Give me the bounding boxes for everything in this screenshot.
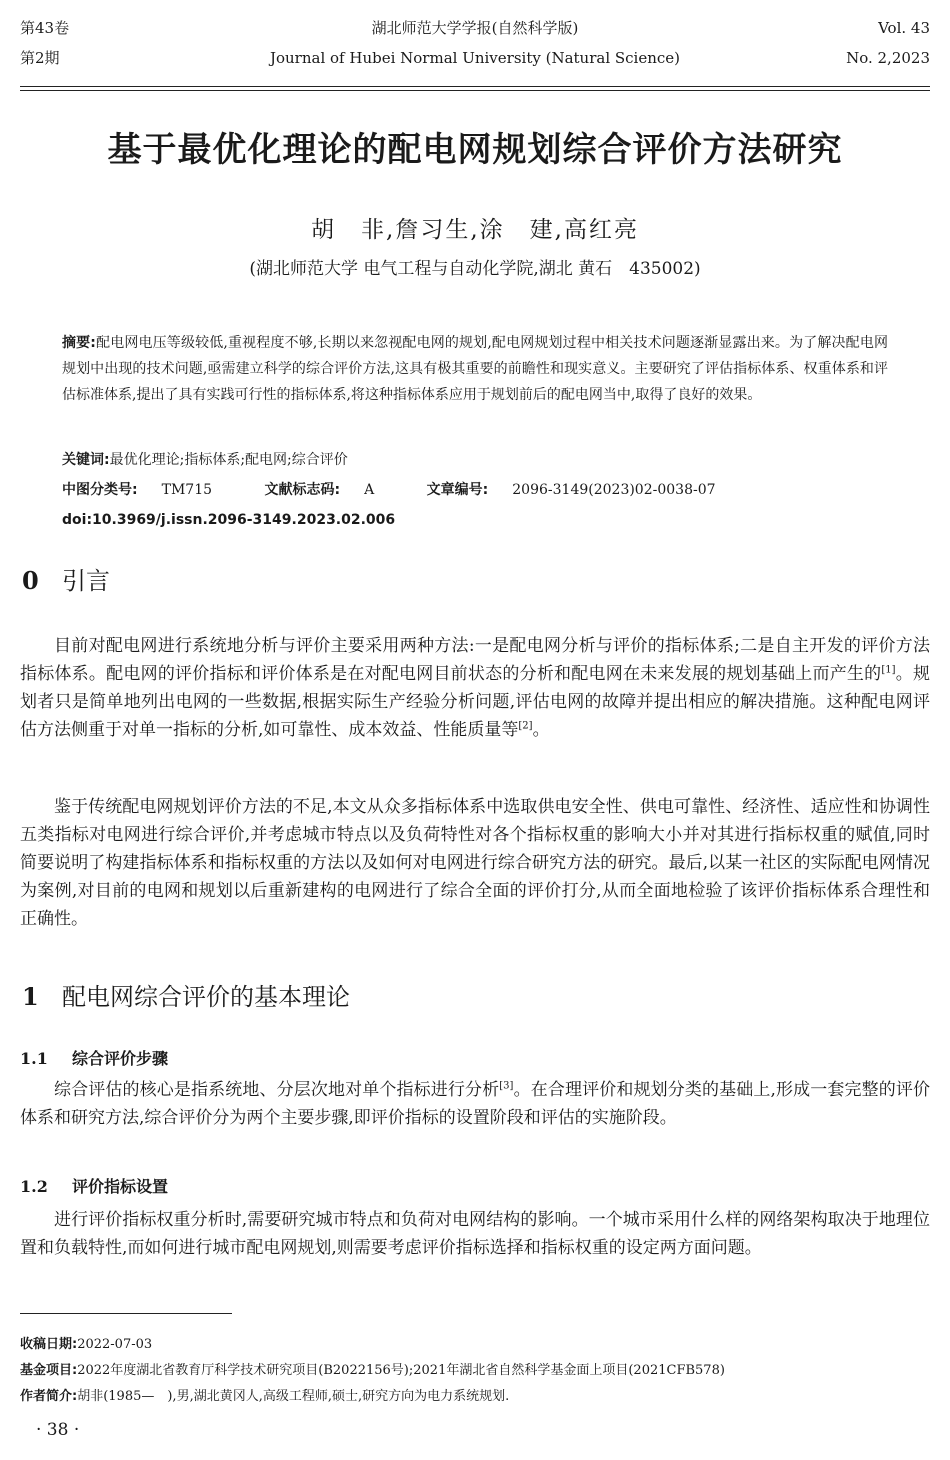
subsection-number: 1.2 <box>20 1177 48 1196</box>
issue-label-en: No. 2,2023 <box>846 49 930 67</box>
abstract <box>62 330 888 408</box>
author-list: 胡 非,詹习生,涂 建,高红亮 <box>311 217 639 243</box>
section-title: 配电网综合评价的基本理论 <box>62 983 350 1011</box>
page-number: · 38 · <box>36 1420 80 1440</box>
author-bio-value: 胡非(1985— ),男,湖北黄冈人,高级工程师,硕士,研究方向为电力系统规划. <box>77 1389 510 1404</box>
fund-value: 2022年度湖北省教育厅科学技术研究项目(B2022156号);2021年湖北省自然科学基金面上项目(2021CFB578) <box>77 1363 725 1378</box>
text-span: 。 <box>532 720 550 740</box>
article-no-label: 文章编号: <box>426 482 489 498</box>
citation-ref: [2] <box>518 720 533 732</box>
text-span: 。在合理评价和规划分类的基础上,形成一套完整的评价体系和研究方法,综合评价分为两个主要步骤,即评价指标的设置阶段和评估的实施阶段。 <box>20 1080 931 1128</box>
doc-code-value: A <box>364 482 375 498</box>
section-0-heading <box>22 565 110 597</box>
abstract-text: 配电网电压等级较低,重视程度不够,长期以来忽视配电网的规划,配电网规划过程中相关技术问题逐渐显露出来。为了解决配电网规划中出现的技术问题,亟需建立科学的综合评价方法,这具有极其重要的前瞻性和现实意义。主要研究了评估指标体系、权重体系和评估标准体系,提出了具有实践可行性的指标体系,将这种指标体系应用于规划前后的配电网当中,取得了良好的效果。 <box>62 335 888 403</box>
subsection-1-2-heading <box>20 1174 168 1200</box>
paragraph-1-1 <box>20 1076 930 1132</box>
paragraph-1-2: 进行评价指标权重分析时,需要研究城市特点和负荷对电网结构的影响。一个城市采用什么样的网络架构取决于地理位置和负载特性,而如何进行城市配电网规划,则需要考虑评价指标选择和指标权重的设定两方面问题。 <box>20 1210 930 1258</box>
section-title: 引言 <box>62 567 110 595</box>
received-label: 收稿日期: <box>20 1337 78 1352</box>
section-number: 1 <box>22 982 39 1011</box>
paragraph-intro-2: 鉴于传统配电网规划评价方法的不足,本文从众多指标体系中选取供电安全性、供电可靠性、经济性、适应性和协调性五类指标对电网进行综合评价,并考虑城市特点以及负荷特性对各个指标权重的影响大小并对其进行指标权重的赋值,同时简要说明了构建指标体系和指标权重的方法以及如何对电网进行综合研究方法的研究。最后,以某一社区的实际配电网情况为案例,对目前的电网和规划以后重新建构的电网进行了综合全面的评价打分,从而全面地检验了该评价指标体系合理性和正确性。 <box>20 797 930 929</box>
issue-label: 第2期 <box>20 49 60 67</box>
header-rule-thin <box>20 90 930 91</box>
subsection-title: 评价指标设置 <box>72 1177 169 1196</box>
paper-title: 基于最优化理论的配电网规划综合评价方法研究 <box>107 130 843 170</box>
author-bio <box>20 1387 930 1407</box>
article-no-value: 2096-3149(2023)02-0038-07 <box>512 482 716 498</box>
paragraph-intro-1 <box>20 632 930 744</box>
subsection-1-1-heading <box>20 1046 168 1072</box>
section-1-heading <box>22 981 350 1013</box>
affiliation: (湖北师范大学 电气工程与自动化学院,湖北 黄石 435002) <box>249 259 701 279</box>
keywords-text: 最优化理论;指标体系;配电网;综合评价 <box>109 452 348 468</box>
citation-ref: [3] <box>499 1080 514 1092</box>
received-date <box>20 1335 930 1355</box>
subsection-title: 综合评价步骤 <box>72 1049 169 1068</box>
volume-label: 第43卷 <box>20 19 70 37</box>
doi: doi:10.3969/j.issn.2096-3149.2023.02.006 <box>62 512 396 528</box>
classification-line <box>62 477 888 503</box>
received-value: 2022-07-03 <box>77 1337 153 1352</box>
volume-label-en: Vol. 43 <box>878 19 930 37</box>
text-span: 目前对配电网进行系统地分析与评价主要采用两种方法:一是配电网分析与评价的指标体系;二是自主开发的评价方法指标体系。配电网的评价指标和评价体系是在对配电网目前状态的分析和配电网在未来发展的规划基础上而产生的 <box>20 636 930 684</box>
subsection-number: 1.1 <box>20 1049 48 1068</box>
clc-value: TM715 <box>161 482 213 498</box>
section-number: 0 <box>22 566 39 595</box>
keywords-label: 关键词: <box>62 452 110 468</box>
text-span: 综合评估的核心是指系统地、分层次地对单个指标进行分析 <box>54 1080 500 1100</box>
author-bio-label: 作者简介: <box>20 1389 78 1404</box>
header-rule <box>20 86 930 87</box>
citation-ref: [1] <box>881 664 896 676</box>
journal-title-en: Journal of Hubei Normal University (Natural Science) <box>269 49 681 67</box>
fund-label: 基金项目: <box>20 1363 78 1378</box>
journal-title-cn: 湖北师范大学学报(自然科学版) <box>371 19 579 37</box>
abstract-label: 摘要: <box>62 335 96 351</box>
text-span: 。规划者只是简单地列出电网的一些数据,根据实际生产经验分析问题,评估电网的故障并提出相应的解决措施。这种配电网评估方法侧重于对单一指标的分析,如可靠性、成本效益、性能质量等 <box>20 664 931 740</box>
fund-info <box>20 1361 930 1381</box>
doc-code-label: 文献标志码: <box>264 482 341 498</box>
footnote-rule <box>20 1313 232 1314</box>
keywords <box>62 447 888 473</box>
clc-label: 中图分类号: <box>62 482 138 498</box>
